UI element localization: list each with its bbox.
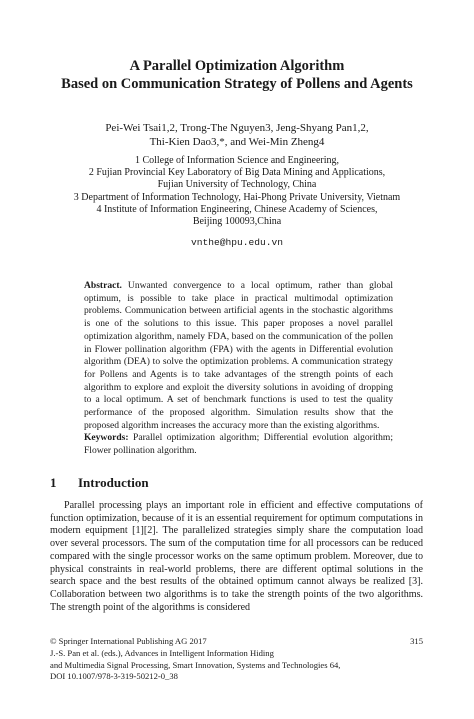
section-title: Introduction <box>78 475 149 490</box>
affiliations <box>20 155 454 228</box>
body-paragraph: Parallel processing plays an important role in efficient and effective computations of function optimization, because of it is an essential requirement for optimum computations in modern equipment [1][2]. The parallelized strategies simply share the computation load over several processors. The sum of the computation time for all processors can be reduced compared with the single processor works on the same optimum problem. Moreover, due to physical constraints in real-world problems, there are different optimal solutions in the search space and the best results of the obtained optimum cannot always be realized [3]. Collaboration between two algorithms is to take the strength points of the two algorithms. The strength point of the algorithms is considered <box>50 500 423 613</box>
footer-line-2: J.-S. Pan et al. (eds.), Advances in Intelligent Information Hiding <box>50 647 274 658</box>
copyright-footer <box>50 636 423 683</box>
section-heading <box>50 475 149 491</box>
affiliation-line: 2 Fujian Provincial Key Laboratory of Big Data Mining and Applications, <box>88 167 386 179</box>
title-line-2: Based on Communication Strategy of Pollens and Agents <box>61 76 413 92</box>
authors-line-1: Pei-Wei Tsai1,2, Trong-The Nguyen3, Jeng-Shyang Pan1,2, <box>105 122 369 134</box>
footer-line-3: and Multimedia Signal Processing, Smart Innovation, Systems and Technologies 64, <box>50 659 341 670</box>
abstract-text: Unwanted convergence to a local optimum, rather than global optimum, is possible to take place in practical multimodal optimization problems. Communication between artificial agents in the stochastic algorithms is one of the solutions to this issue. This paper proposes a novel parallel optimization algorithm, namely FDA, based on the communication of the pollen in Flower pollination algorithm (FPA) with the agents in Differential evolution algorithm (DEA) to solve the optimization problems. A communication strategy for Pollens and Agents is to take advantages of the strength points of each algorithm to explore and exploit the diversity solutions in avoiding of dropping to a local optimum. A set of benchmark functions is used to test the quality performance of the proposed algorithm. Simulation results show that the proposed algorithm increases the accuracy more than the existing algorithms. <box>84 280 393 431</box>
title-line-1: A Parallel Optimization Algorithm <box>129 58 345 74</box>
affiliation-line: Fujian University of Technology, China <box>157 179 317 191</box>
affiliation-line: 4 Institute of Information Engineering, Chinese Academy of Sciences, <box>96 203 378 215</box>
author-list <box>20 122 454 149</box>
affiliation-line: 1 College of Information Science and Engineering, <box>134 155 340 166</box>
footer-line-4: DOI 10.1007/978-3-319-50212-0_38 <box>50 671 178 682</box>
keywords-label: Keywords: <box>84 432 129 443</box>
section-number: 1 <box>50 475 57 490</box>
affiliation-line: 3 Department of Information Technology, Hai-Phong Private University, Vietnam <box>73 191 401 203</box>
paper-title <box>20 57 454 93</box>
abstract <box>84 280 393 432</box>
footer-line-1: © Springer International Publishing AG 2017 <box>50 636 207 646</box>
keywords <box>84 432 393 457</box>
authors-line-2: Thi-Kien Dao3,*, and Wei-Min Zheng4 <box>149 135 325 148</box>
abstract-label: Abstract. <box>84 280 122 291</box>
affiliation-line: Beijing 100093,China <box>192 216 282 228</box>
page-number: 315 <box>410 636 423 646</box>
keywords-text: Parallel optimization algorithm; Differential evolution algorithm; Flower pollination algorithm. <box>84 432 393 456</box>
contact-email: vnthe@hpu.edu.vn <box>190 237 284 248</box>
